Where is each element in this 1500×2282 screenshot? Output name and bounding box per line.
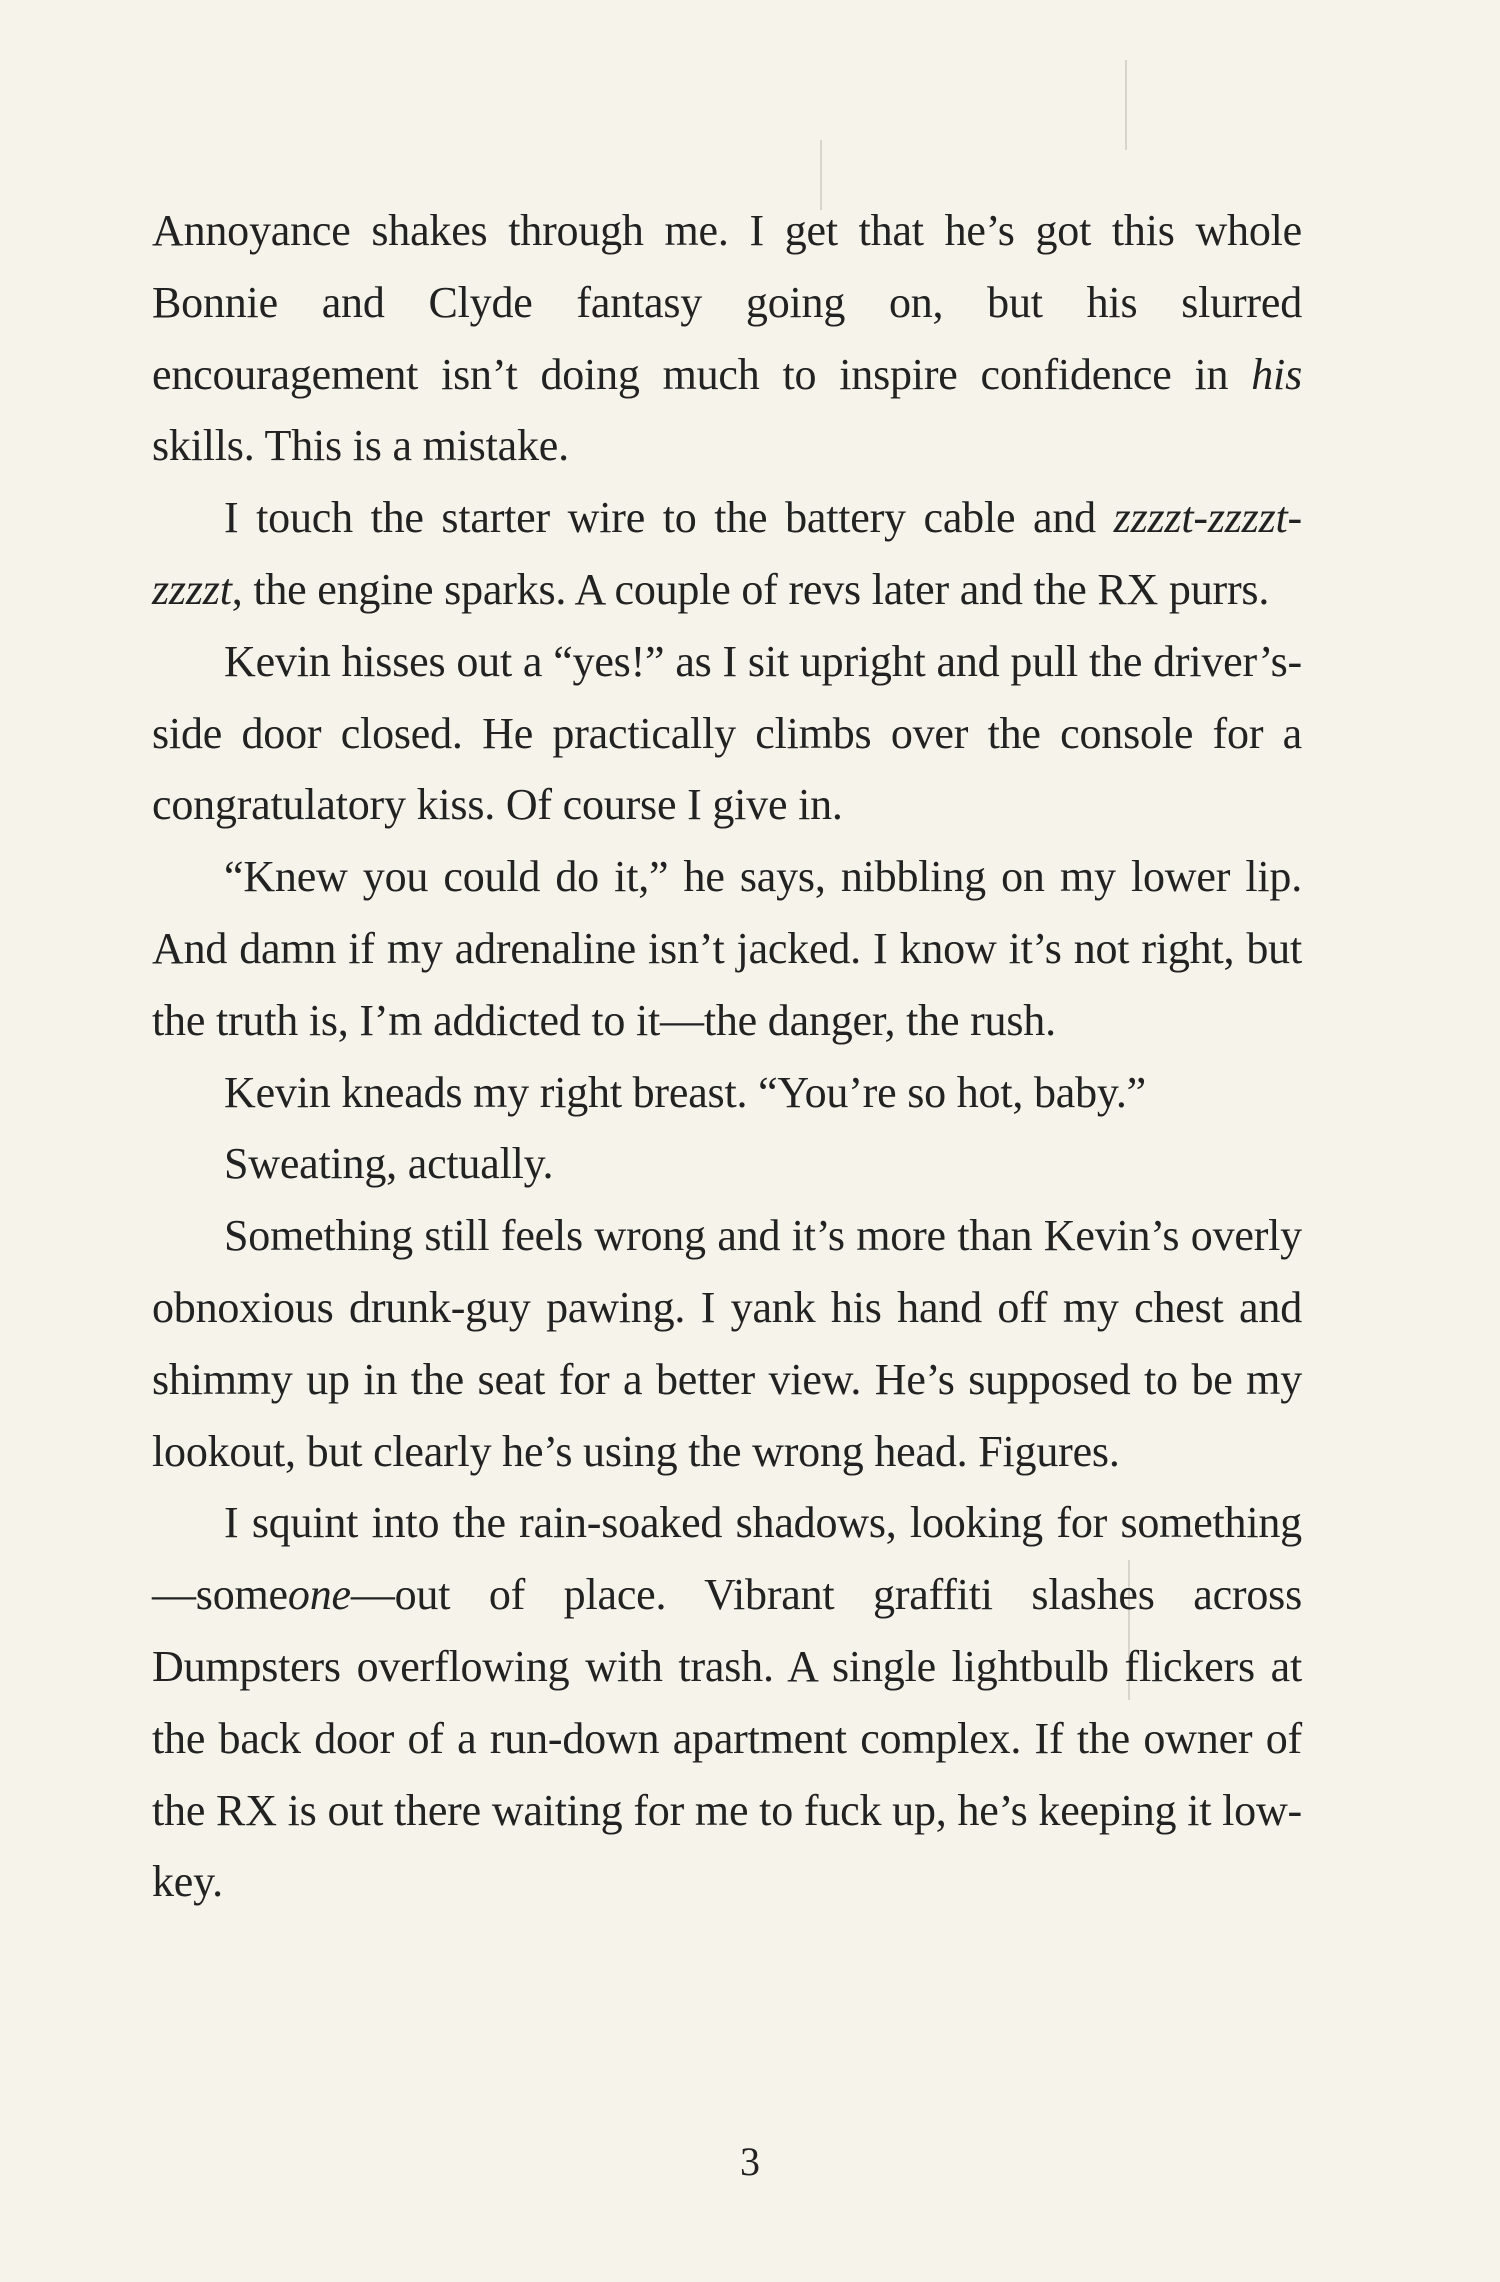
italic-text: one [287,1570,351,1620]
text-run: Kevin kneads my right breast. “You’re so hot, baby.” [224,1067,1146,1117]
page-number: 3 [740,2139,760,2184]
text-run: “Knew you could do it,” he says, nibbling on my lower lip. And damn if my adrenaline isn’t jacked. I know it’s not right, but the truth is, I’m addicted to it—the danger, the rush. [152,852,1302,1045]
paragraph [152,1200,1302,1487]
paragraph [152,1057,1302,1129]
italic-text: his [1251,349,1302,399]
paragraph [152,626,1302,841]
body-text [152,195,1302,1918]
text-run: I touch the starter wire to the battery cable and [224,493,1114,543]
paragraph [152,195,1302,482]
paragraph [152,1128,1302,1200]
paragraph [152,841,1302,1056]
text-run: I squint into the rain-soaked shadows, looking for something—some [152,1498,1302,1620]
text-run: Something still feels wrong and it’s more than Kevin’s overly obnoxious drunk-guy pawing. I yank his hand off my chest and shimmy up in the seat for a better view. He’s supposed to be my lookout, but clearly he’s using the wrong head. Figures. [152,1211,1302,1476]
paragraph [152,482,1302,626]
scan-artifact [1125,60,1127,150]
paragraph [152,1487,1302,1918]
text-run: , the engine sparks. A couple of revs later and the RX purrs. [231,564,1270,614]
text-run: —out of place. Vibrant graffiti slashes across Dumpsters overflowing with trash. A single lightbulb flickers at the back door of a run-down apartment complex. If the owner of the RX is out there waiting for me to fuck up, he’s keeping it low-key. [152,1570,1302,1907]
italic-text: zzzzt-zzzzt-zzzzt [152,493,1302,614]
text-run: Sweating, actually. [224,1139,554,1189]
text-run: Annoyance shakes through me. I get that he’s got this whole Bonnie and Clyde fantasy going on, but his slurred encouragement isn’t doing much to inspire confidence in [152,206,1302,399]
text-run: Kevin hisses out a “yes!” as I sit upright and pull the driver’s-side door closed. He practically climbs over the console for a congratulatory kiss. Of course I give in. [152,636,1302,830]
text-run: skills. This is a mistake. [152,421,569,471]
